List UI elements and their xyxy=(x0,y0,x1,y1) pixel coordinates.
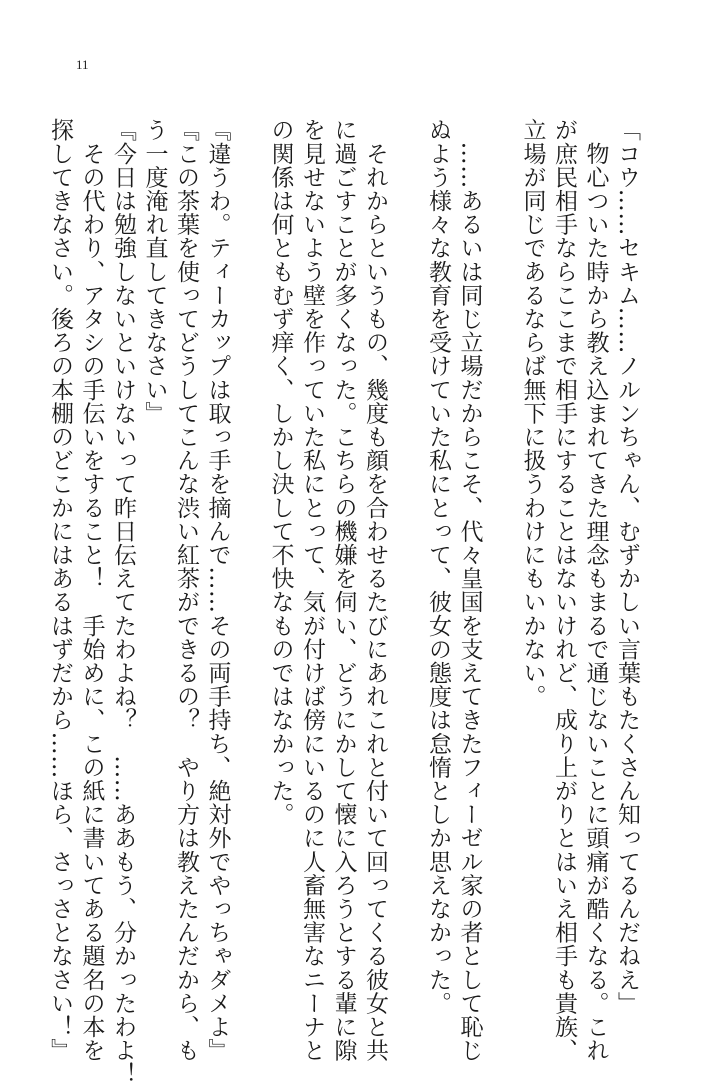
text-line: それからというもの、幾度も顔を合わせるたびにあれこれと付いて回ってくる彼女と共 xyxy=(362,118,388,1062)
text-line: 「コウ……セキム……ノルンちゃん、むずかしい言葉もたくさん知ってるんだねえ」 xyxy=(614,118,640,1015)
text-line: の関係は何ともむず痒く、しかし決して不快なものではなかった。 xyxy=(267,118,294,826)
text-line: 『違うわ。ティーカップは取っ手を摘んで……その両手持ち、絶対外でやっちゃダメよ』 xyxy=(204,118,231,1062)
text-line: その代わり、アタシの手伝いをすること！ 手始めに、この紙に書いてある題名の本を xyxy=(78,118,105,1062)
text-line: に過ごすことが多くなった。こちらの機嫌を伺い、どうにかして懐に入ろうとする輩に隙 xyxy=(330,118,357,1062)
blank-line xyxy=(485,118,517,898)
text-line: 物心ついた時から教え込まれてきた理念もまるで通じないことに頭痛が酷くなる。これ xyxy=(582,118,609,1062)
vertical-text-block xyxy=(42,118,642,1086)
text-line: う一度淹れ直してきなさい』 xyxy=(141,118,168,425)
blank-line xyxy=(390,118,422,898)
text-line: 『今日は勉強しないといけないって昨日伝えてたわよね？ ……ああもう、分かったわよ！ xyxy=(110,118,136,1086)
text-line: が庶民相手ならここまで相手にすることはないけれど、成り上がりとはいえ相手も貴族、 xyxy=(551,118,577,1062)
text-line: 立場が同じであるならば無下に扱うわけにもいかない。 xyxy=(519,118,546,708)
blank-line xyxy=(233,118,265,898)
text-line: ……あるいは同じ立場だからこそ、代々皇国を支えてきたフィーゼル家の者として恥じ xyxy=(456,118,483,1062)
text-line: ぬよう様々な教育を受けていた私にとって、彼女の態度は怠惰としか思えなかった。 xyxy=(425,118,451,1015)
page-number: 11 xyxy=(76,57,89,72)
text-line: 『この茶葉を使ってどうしてこんな渋い紅茶ができるの？ やり方は教えたんだから、も xyxy=(173,118,199,1062)
text-line: を見せないよう壁を作っていた私にとって、気が付けば傍にいるのに人畜無害なニーナと xyxy=(299,118,325,1062)
text-line: 探してきなさい。後ろの本棚のどこかにはあるはずだから……ほら、さっさとなさい！』 xyxy=(47,118,73,1062)
